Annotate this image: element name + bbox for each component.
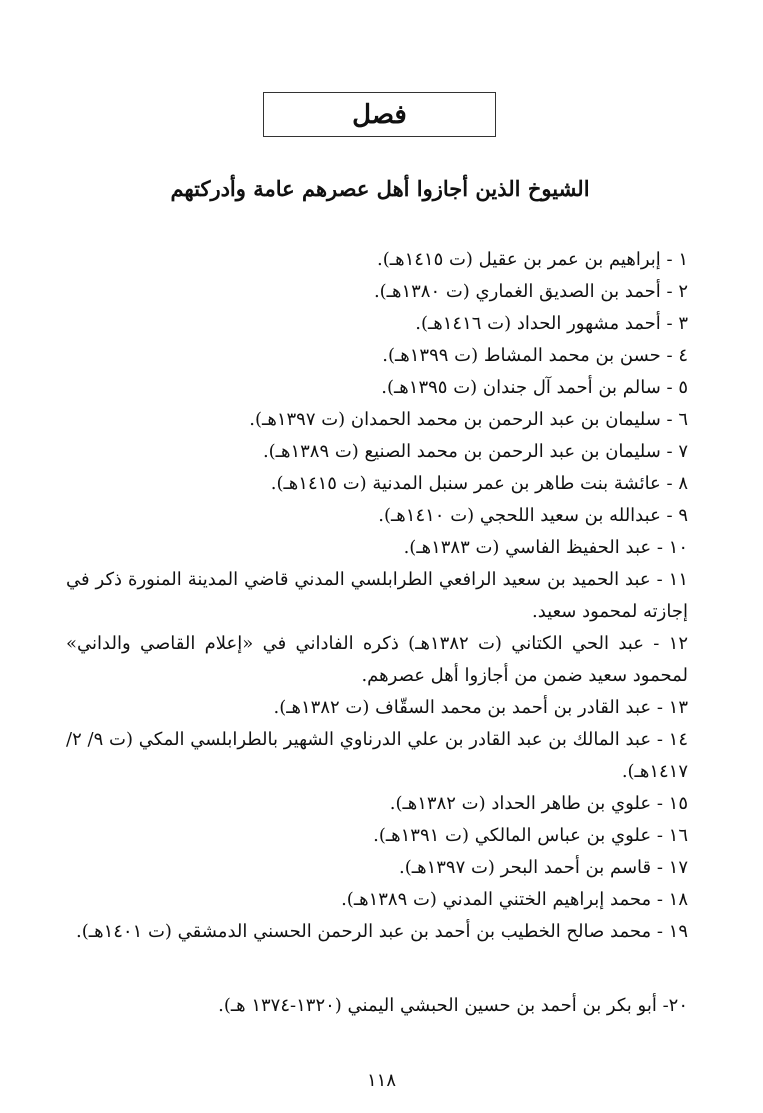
sheikh-list — [66, 244, 688, 1022]
list-item: ١٤ - عبد المالك بن عبد القادر بن علي الدرناوي الشهير بالطرابلسي المكي (ت ٩/ ٢/ ١٤١٧هـ). — [66, 729, 688, 782]
section-heading-box — [263, 92, 496, 137]
section-subtitle: الشيوخ الذين أجازوا أهل عصرهم عامة وأدركتهم — [170, 176, 590, 201]
list-item: ٢ - أحمد بن الصديق الغماري (ت ١٣٨٠هـ). — [373, 281, 688, 302]
list-item: ٣ - أحمد مشهور الحداد (ت ١٤١٦هـ). — [415, 313, 688, 334]
list-item: ١٨ - محمد إبراهيم الختني المدني (ت ١٣٨٩هـ). — [341, 889, 688, 910]
list-item: ٥ - سالم بن أحمد آل جندان (ت ١٣٩٥هـ). — [381, 377, 688, 398]
list-item: ٤ - حسن بن محمد المشاط (ت ١٣٩٩هـ). — [382, 345, 688, 366]
section-heading: فصل — [352, 99, 407, 130]
list-item: ١٣ - عبد القادر بن أحمد بن محمد السقّاف (ت ١٣٨٢هـ). — [273, 697, 688, 718]
list-item: ١١ - عبد الحميد بن سعيد الرافعي الطرابلسي المدني قاضي المدينة المنورة ذكر في إجازته لمحمود سعيد. — [66, 569, 688, 622]
list-item: ١٥ - علوي بن طاهر الحداد (ت ١٣٨٢هـ). — [389, 793, 688, 814]
list-item: ٦ - سليمان بن عبد الرحمن بن محمد الحمدان (ت ١٣٩٧هـ). — [249, 409, 688, 430]
list-item: ٧ - سليمان بن عبد الرحمن بن محمد الصنيع (ت ١٣٨٩هـ). — [262, 441, 688, 462]
page-number: ١١٨ — [366, 1070, 396, 1091]
list-item: ٩ - عبدالله بن سعيد اللحجي (ت ١٤١٠هـ). — [378, 505, 688, 526]
list-item: ١٢ - عبد الحي الكتاني (ت ١٣٨٢هـ) ذكره الفاداني في «إعلام القاصي والداني» لمحمود سعيد ضمن من أجازوا أهل عصرهم. — [66, 633, 688, 686]
list-item: ١ - إبراهيم بن عمر بن عقيل (ت ١٤١٥هـ). — [377, 249, 688, 270]
list-item: ١٠ - عبد الحفيظ الفاسي (ت ١٣٨٣هـ). — [403, 537, 688, 558]
list-item: ٢٠- أبو بكر بن أحمد بن حسين الحبشي اليمني (١٣٢٠-١٣٧٤ هـ). — [218, 995, 688, 1016]
list-item: ٨ - عائشة بنت طاهر بن عمر سنبل المدنية (ت ١٤١٥هـ). — [270, 473, 688, 494]
list-item: ١٦ - علوي بن عباس المالكي (ت ١٣٩١هـ). — [373, 825, 688, 846]
list-item: ١٩ - محمد صالح الخطيب بن أحمد بن عبد الرحمن الحسني الدمشقي (ت ١٤٠١هـ). — [76, 921, 688, 942]
list-item: ١٧ - قاسم بن أحمد البحر (ت ١٣٩٧هـ). — [399, 857, 688, 878]
